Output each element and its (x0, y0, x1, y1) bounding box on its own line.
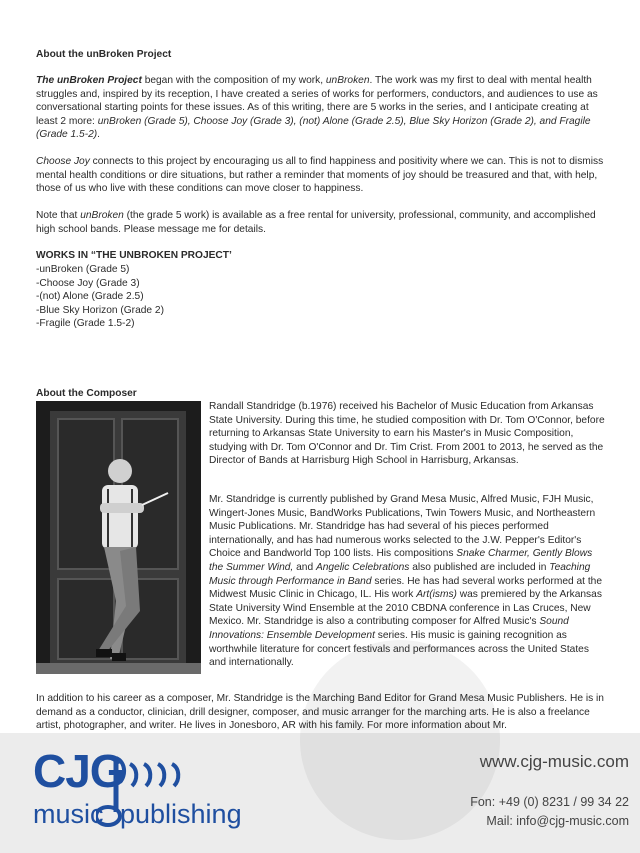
text-run: began with the composition of my work, (141, 75, 326, 86)
composer-bio-3: In addition to his career as a composer, Mr. Standridge is the Marching Band Editor for Grand Mesa Music Publishers. He is in demand as a conductor, clinician, drill designer, composer, and music arranger for the marching arts. He is also a freelance artist, photographer, and writer. He lives in Jonesboro, AR with his family. For more information about Mr. (36, 693, 604, 732)
project-paragraph-1 (36, 74, 608, 142)
works-list-inline: unBroken (Grade 5), Choose Joy (Grade 3), (not) Alone (Grade 2.5), Blue Sky Horizon (Grade 2), and Fragile (Grade 1.5-2) (36, 115, 591, 141)
works-heading: WORKS IN “THE UNBROKEN PROJECT’ (36, 250, 232, 261)
email-address[interactable]: Mail: info@cjg-music.com (486, 814, 629, 828)
phone-number: Fon: +49 (0) 8231 / 99 34 22 (470, 795, 629, 809)
text-run: and (293, 561, 316, 573)
list-item: -(not) Alone (Grade 2.5) (36, 291, 144, 303)
website-link[interactable]: www.cjg-music.com (479, 752, 629, 771)
text-run: Mr. Standridge is currently published by Grand Mesa Music, Alfred Music, FJH Music, Wingert-Jones Music, BandWorks Publications, Twin Towers Music, and Northeastern Music Publications. Mr. Standridge has had several of his pieces performed internationally, and has had numerous works selected to the J.W. Pepper's Editor's Choice and Bandworld Top 100 lists. His compositions (209, 494, 596, 560)
text-run: connects to this project by encouraging us all to find happiness and positivity where we can. This is not to dismiss mental health conditions or dire situations, but rather a reminder that moments of joy should be treasured and that, with help, those of us who live with these conditions can move closer to happiness. (36, 156, 604, 195)
text-run: . (97, 129, 100, 141)
text-run: series. His music is gaining recognition as worthwhile literature for concert festivals and performances across the United States and internationally. (209, 629, 589, 669)
list-item: -Blue Sky Horizon (Grade 2) (36, 304, 164, 316)
watermark (300, 640, 500, 840)
text-run: Note that (36, 210, 81, 221)
project-paragraph-3 (36, 209, 608, 236)
logo-music-text: music (33, 799, 104, 829)
text-run: (the grade 5 work) is available as a free rental for university, professional, community, and accomplished high school bands. Please message me for details. (36, 210, 596, 235)
text-run: also published are included in (409, 561, 550, 573)
list-item: -Choose Joy (Grade 3) (36, 277, 140, 289)
composer-heading: About the Composer (36, 388, 137, 399)
project-title: The unBroken Project (36, 75, 142, 86)
composer-bio-1: Randall Standridge (b.1976) received his Bachelor of Music Education from Arkansas State University. During this time, he studied composition with Dr. Tom O'Connor, before returning to Arkansas State University to earn his Master's in Music Composition, studying with Dr. Tom O'Connor and Dr. Tim Crist. From 2001 to 2013, he served as the Director of Bands at Harrisburg High School in Harrisburg, Arkansas. (209, 401, 605, 467)
work-title: Snake Charmer, Gently Blows the Summer Wind, (209, 548, 593, 573)
project-heading: About the unBroken Project (36, 49, 172, 60)
composer-photo (36, 401, 201, 674)
work-title: unBroken (80, 210, 124, 221)
work-title: Sound Innovations: Ensemble Development (209, 616, 569, 641)
work-title: Angelic Celebrations (315, 561, 410, 573)
list-item: -Fragile (Grade 1.5-2) (36, 318, 135, 330)
composer-photo-image (36, 401, 201, 674)
project-paragraph-2 (36, 155, 608, 196)
work-title: Choose Joy (36, 156, 90, 167)
works-list (36, 263, 164, 331)
logo-cjg-text: CJG (33, 745, 125, 797)
logo-publishing-text: publishing (120, 799, 242, 829)
work-title: Art(isms) (416, 589, 457, 601)
work-title: unBroken (325, 75, 370, 86)
text-run: was premiered by the Arkansas State University Wind Ensemble at the 2010 CBDNA conference in Las Cruces, New Mexico. Mr. Standridge is also a contributing composer for Alfred Music's (209, 589, 602, 628)
list-item: -unBroken (Grade 5) (36, 264, 130, 275)
work-title: Teaching Music through Performance in Band (209, 561, 591, 587)
text-run: . The work was my first to deal with mental health struggles and, inspired by its reception, I have created a series of works for performers, conductors, and audiences to use as conversational starting points for these issues. As of this writing, there are 5 works in the series, and I anticipate creating at least 2 more: (36, 75, 598, 127)
text-run: series. He has had several works performed at the Midwest Music Clinic in Chicago, IL. His work (209, 575, 602, 601)
